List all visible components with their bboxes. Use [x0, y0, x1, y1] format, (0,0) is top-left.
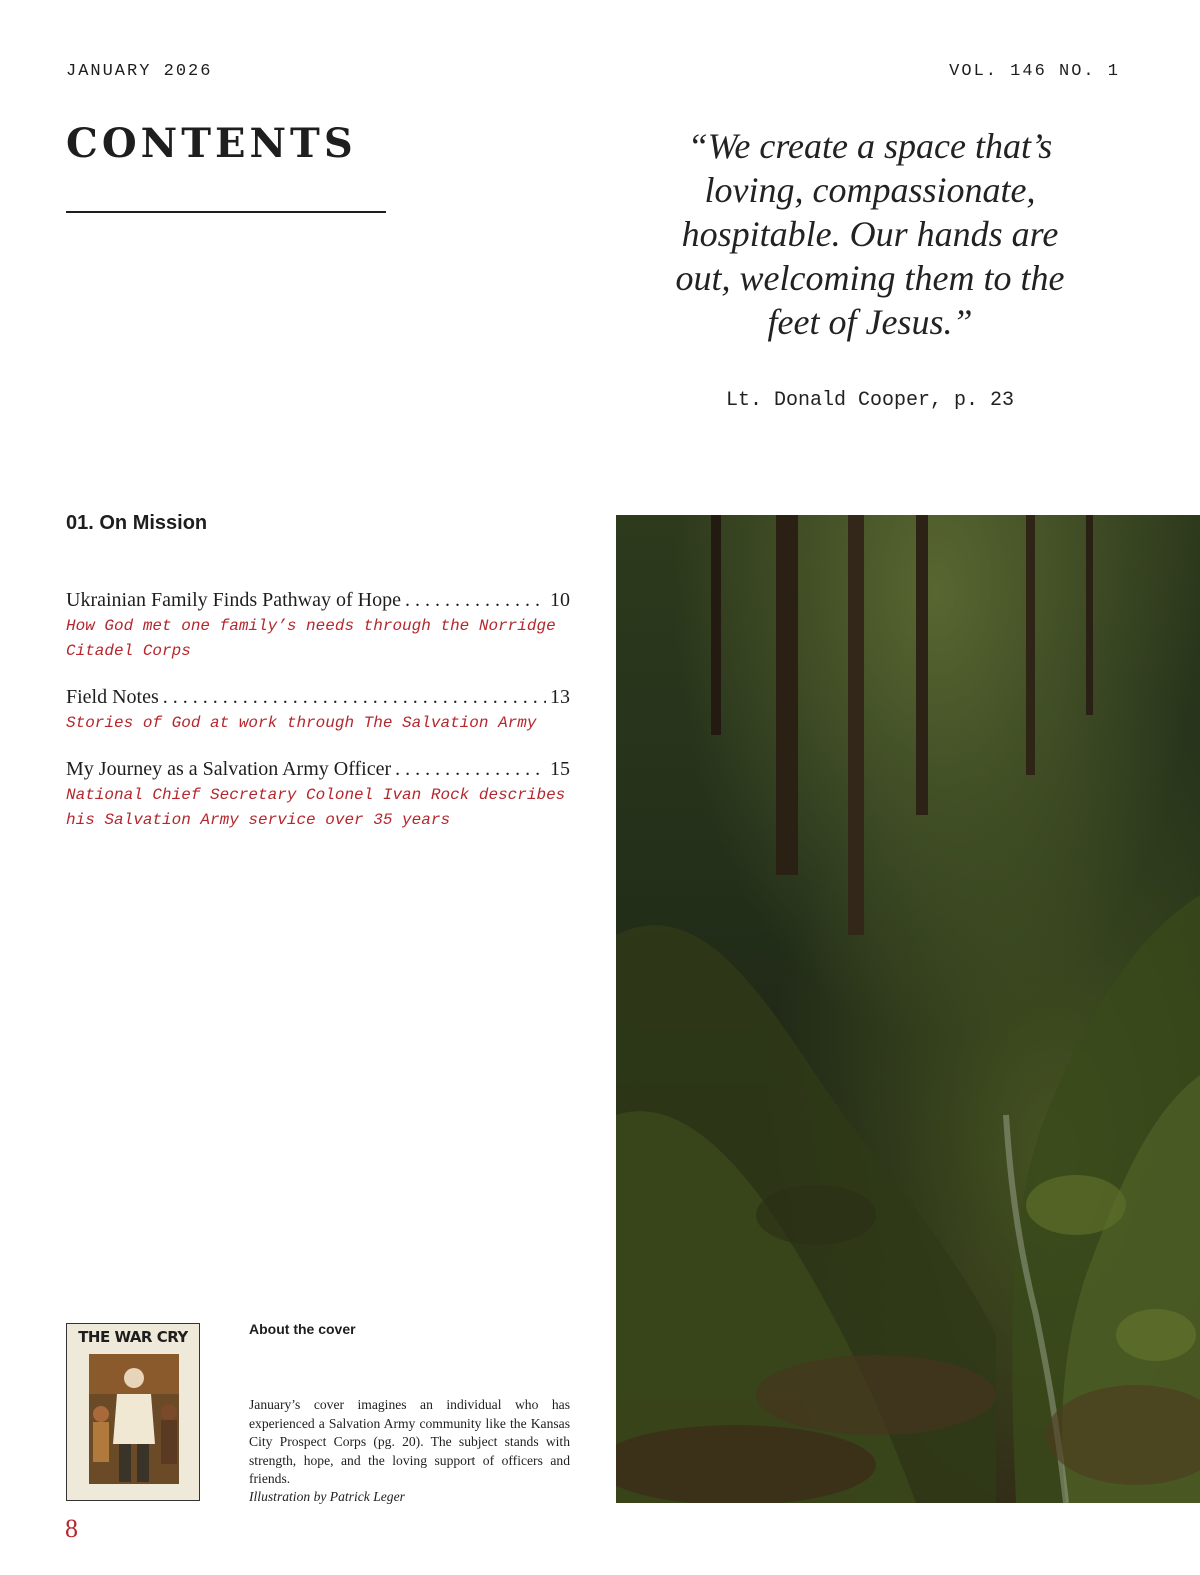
- toc-entry-page: 10: [550, 589, 570, 611]
- toc-entry[interactable]: [66, 756, 570, 833]
- toc-entry-description: Stories of God at work through The Salvation Army: [66, 714, 537, 732]
- contents-title: CONTENTS: [66, 120, 357, 167]
- dot-leader: [163, 684, 546, 710]
- toc-entry-title: My Journey as a Salvation Army Officer: [66, 758, 392, 780]
- pull-quote: “We create a space that’s loving, compassionate, hospitable. Our hands are out, welcoming them to the feet of Jesus.”: [675, 126, 1065, 342]
- cover-thumbnail: [66, 1323, 200, 1501]
- toc-entry-line: [66, 684, 570, 710]
- issue-date: JANUARY 2026: [66, 62, 213, 81]
- cover-illustration-icon: [89, 1354, 179, 1484]
- page-number: 8: [65, 1514, 78, 1543]
- toc-list: [66, 587, 570, 853]
- section-heading: 01. On Mission: [66, 512, 208, 534]
- quote-attribution: Lt. Donald Cooper, p. 23: [725, 389, 1015, 412]
- toc-entry-page: 13: [550, 686, 570, 708]
- dot-leader: [395, 756, 546, 782]
- issue-volume: VOL. 146 NO. 1: [949, 62, 1120, 81]
- about-cover-heading: About the cover: [249, 1321, 356, 1337]
- toc-entry-title: Ukrainian Family Finds Pathway of Hope: [66, 589, 401, 611]
- toc-entry[interactable]: [66, 684, 570, 736]
- about-cover-text: January’s cover imagines an individual who has experienced a Salvation Army community like the Kansas City Prospect Corps (pg. 20). The subject stands with strength, hope, and the loving support of officers and friends.: [249, 1397, 570, 1487]
- toc-entry-title: Field Notes: [66, 686, 159, 708]
- toc-entry[interactable]: [66, 587, 570, 664]
- toc-entry-line: [66, 756, 570, 782]
- forest-photo: [616, 515, 1200, 1503]
- contents-rule: [66, 211, 386, 213]
- toc-entry-description: National Chief Secretary Colonel Ivan Rock describes his Salvation Army service over 35 years: [66, 786, 566, 829]
- toc-entry-description: How God met one family’s needs through the Norridge Citadel Corps: [66, 617, 556, 660]
- illustration-credit: Illustration by Patrick Leger: [249, 1489, 405, 1504]
- dot-leader: [405, 587, 546, 613]
- toc-entry-page: 15: [550, 758, 570, 780]
- cover-masthead: THE WAR CRY: [78, 1328, 188, 1346]
- toc-entry-line: [66, 587, 570, 613]
